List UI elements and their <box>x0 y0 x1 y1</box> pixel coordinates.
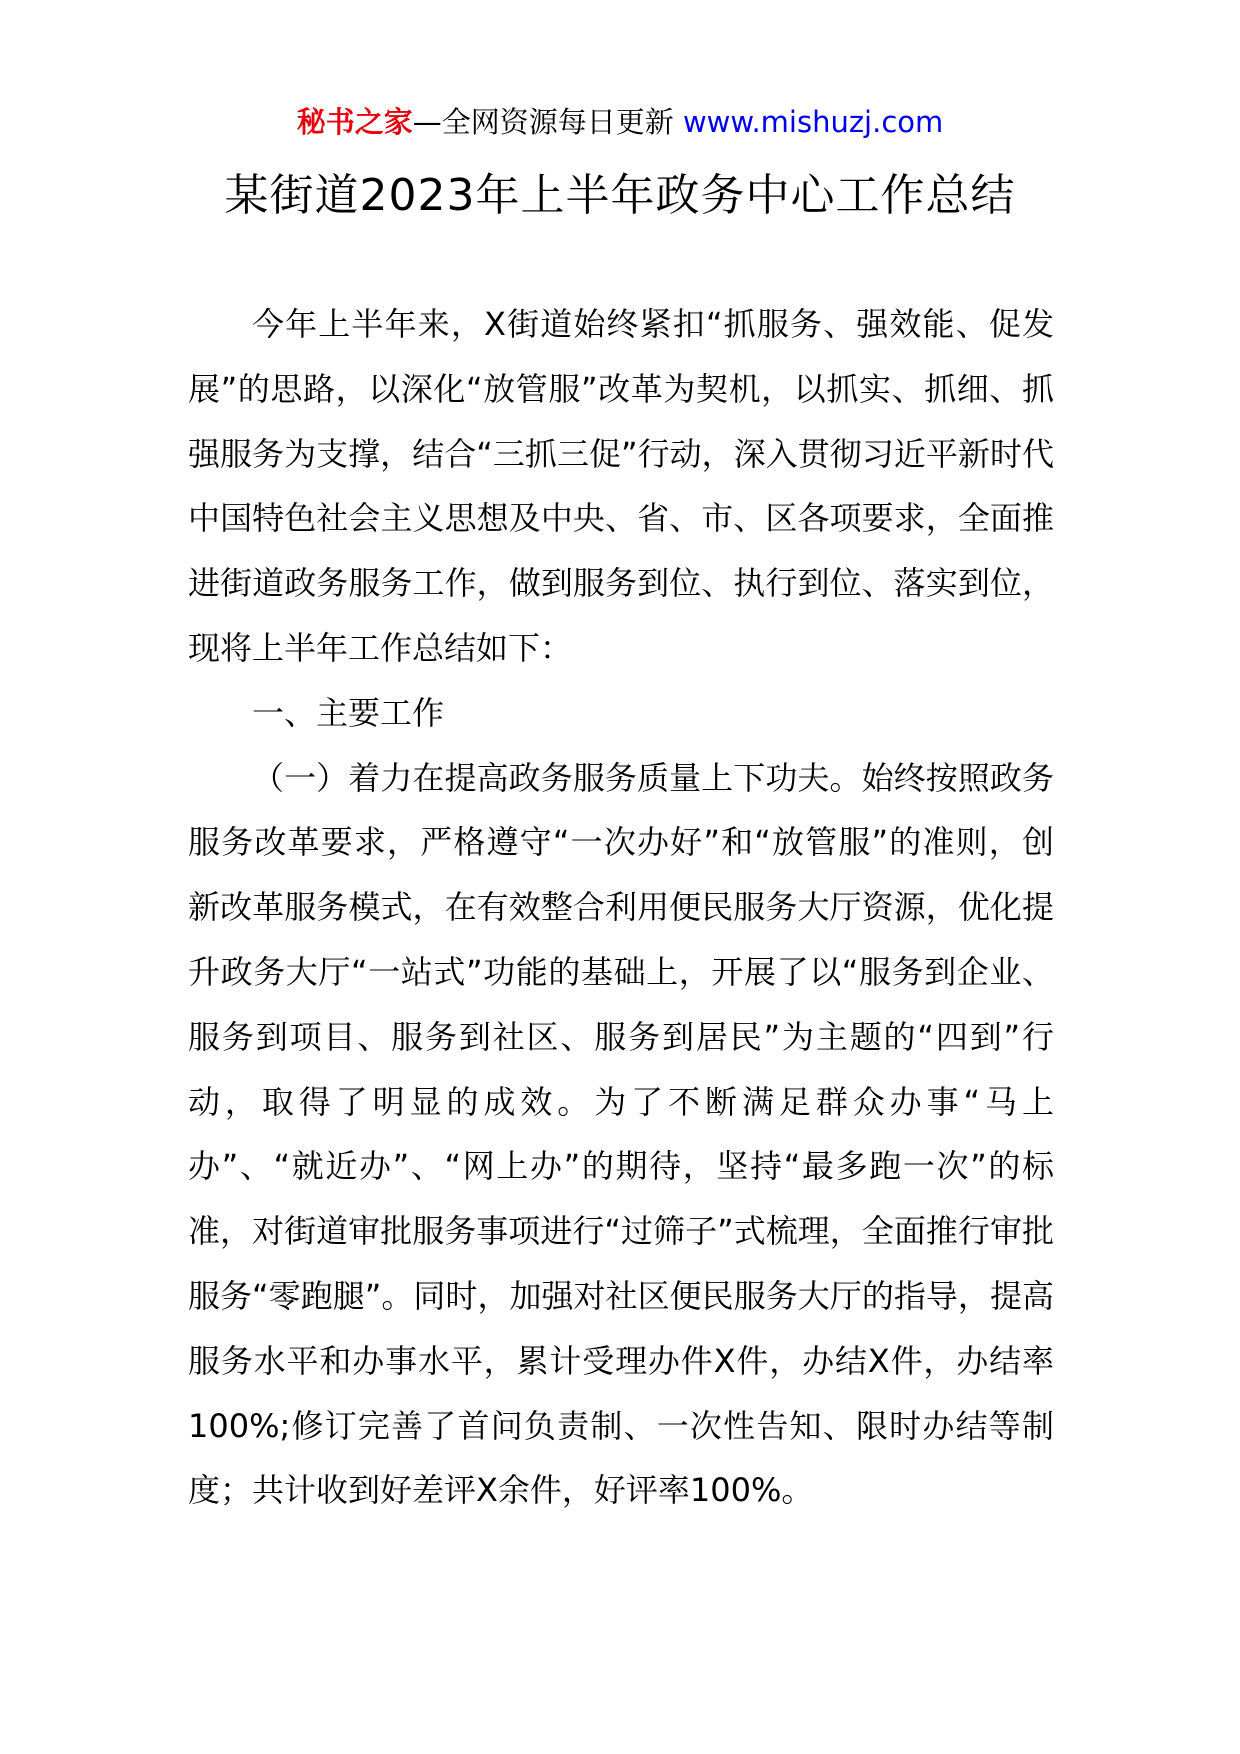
site-banner <box>0 102 1240 142</box>
site-slogan: —全网资源每日更新 <box>412 105 674 139</box>
intro-paragraph: 今年上半年来，X街道始终紧扣“抓服务、强效能、促发展”的思路，以深化“放管服”改革为契机，以抓实、抓细、抓强服务为支撑，结合“三抓三促”行动，深入贯彻习近平新时代中国特色社会主义思想及中央、省、市、区各项要求，全面推进街道政务服务工作，做到服务到位、执行到位、落实到位，现将上半年工作总结如下： <box>188 305 1054 667</box>
site-brand: 秘书之家 <box>296 105 413 139</box>
site-url-link[interactable]: www.mishuzj.com <box>682 105 944 139</box>
document-title: 某街道2023年上半年政务中心工作总结 <box>224 170 1016 221</box>
document-body <box>188 292 1054 1523</box>
section-heading: 一、主要工作 <box>252 693 445 732</box>
section-paragraph: （一）着力在提高政务服务质量上下功夫。始终按照政务服务改革要求，严格遵守“一次办好”和“放管服”的准则，创新改革服务模式，在有效整合利用便民服务大厅资源，优化提升政务大厅“一站式”功能的基础上，开展了以“服务到企业、服务到项目、服务到社区、服务到居民”为主题的“四到”行动，取得了明显的成效。为了不断满足群众办事“马上办”、“就近办”、“网上办”的期待，坚持“最多跑一次”的标准，对街道审批服务事项进行“过筛子”式梳理，全面推行审批服务“零跑腿”。同时，加强对社区便民服务大厅的指导，提高服务水平和办事水平，累计受理办件X件，办结X件，办结率100%;修订完善了首问负责制、一次性告知、限时办结等制度；共计收到好差评X余件，好评率100%。 <box>188 758 1054 1510</box>
